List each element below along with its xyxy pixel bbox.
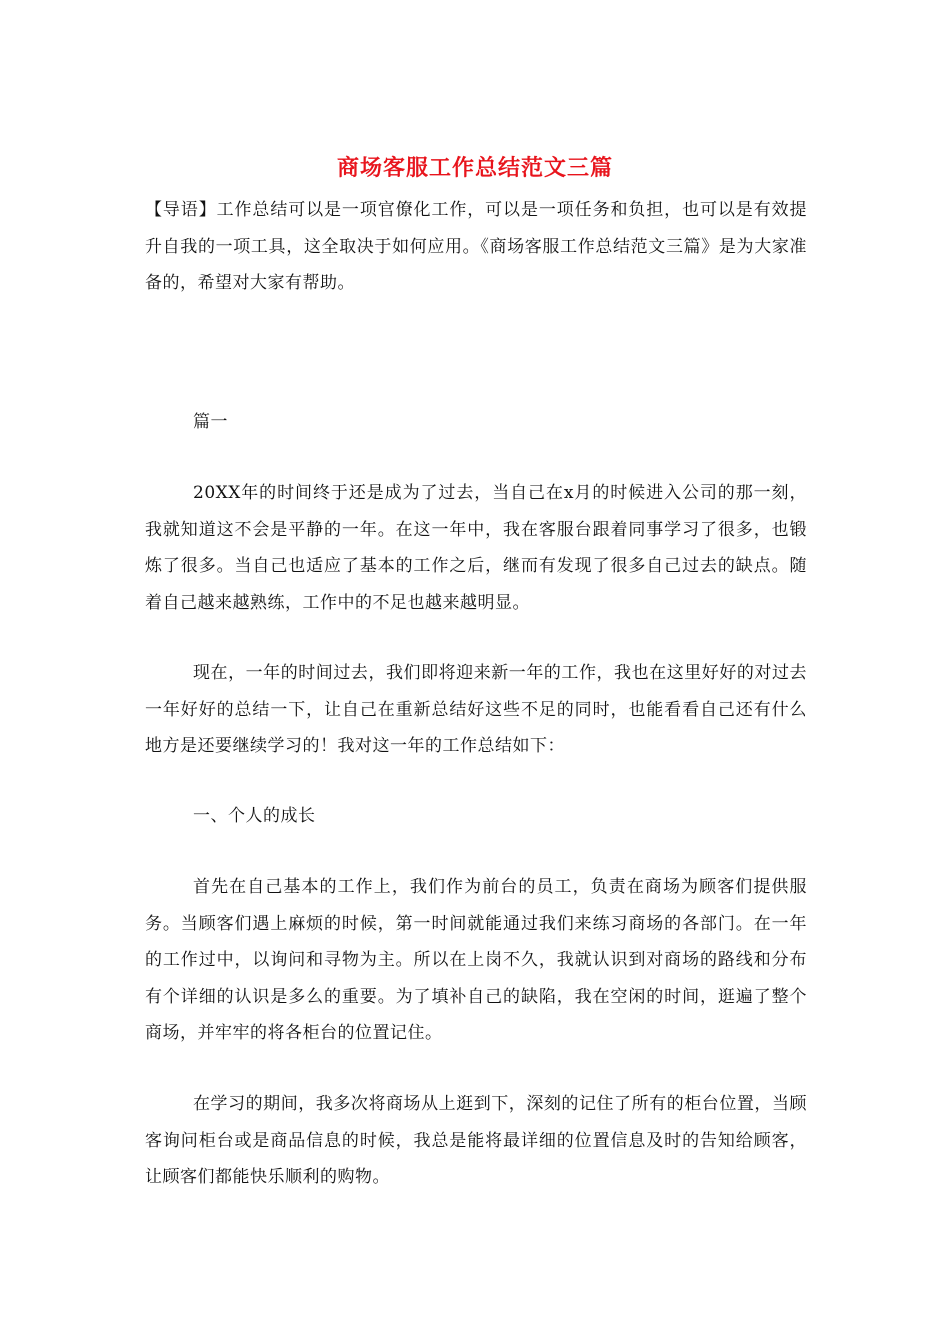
body-paragraph-4: 在学习的期间，我多次将商场从上逛到下，深刻的记住了所有的柜台位置，当顾客询问柜台或是商品信息的时候，我总是能将最详细的位置信息及时的告知给顾客，让顾客们都能快乐顺利的购物。 — [145, 1094, 807, 1187]
subheading-personal-growth: 一、个人的成长 — [193, 806, 316, 826]
body-paragraph-1: 20XX年的时间终于还是成为了过去，当自己在x月的时候进入公司的那一刻，我就知道这不会是平静的一年。在这一年中，我在客服台跟着同事学习了很多，也锻炼了很多。当自己也适应了基本的工作之后，继而有发现了很多自己过去的缺点。随着自己越来越熟练，工作中的不足也越来越明显。 — [145, 483, 807, 613]
body-paragraph-2: 现在，一年的时间过去，我们即将迎来新一年的工作，我也在这里好好的对过去一年好好的总结一下，让自己在重新总结好这些不足的同时，也能看看自己还有什么地方是还要继续学习的！我对这一年的工作总结如下： — [145, 663, 807, 756]
body-paragraph-3: 首先在自己基本的工作上，我们作为前台的员工，负责在商场为顾客们提供服务。当顾客们遇上麻烦的时候，第一时间就能通过我们来练习商场的各部门。在一年的工作过中，以询问和寻物为主。所以在上岗不久，我就认识到对商场的路线和分布有个详细的认识是多么的重要。为了填补自己的缺陷，我在空闲的时间，逛遍了整个商场，并牢牢的将各柜台的位置记住。 — [145, 877, 807, 1043]
intro-paragraph: 【导语】工作总结可以是一项官僚化工作，可以是一项任务和负担，也可以是有效提升自我的一项工具，这全取决于如何应用。《商场客服工作总结范文三篇》是为大家准备的，希望对大家有帮助。 — [145, 200, 807, 293]
section-heading-1: 篇一 — [193, 412, 228, 432]
document-title: 商场客服工作总结范文三篇 — [336, 155, 613, 181]
